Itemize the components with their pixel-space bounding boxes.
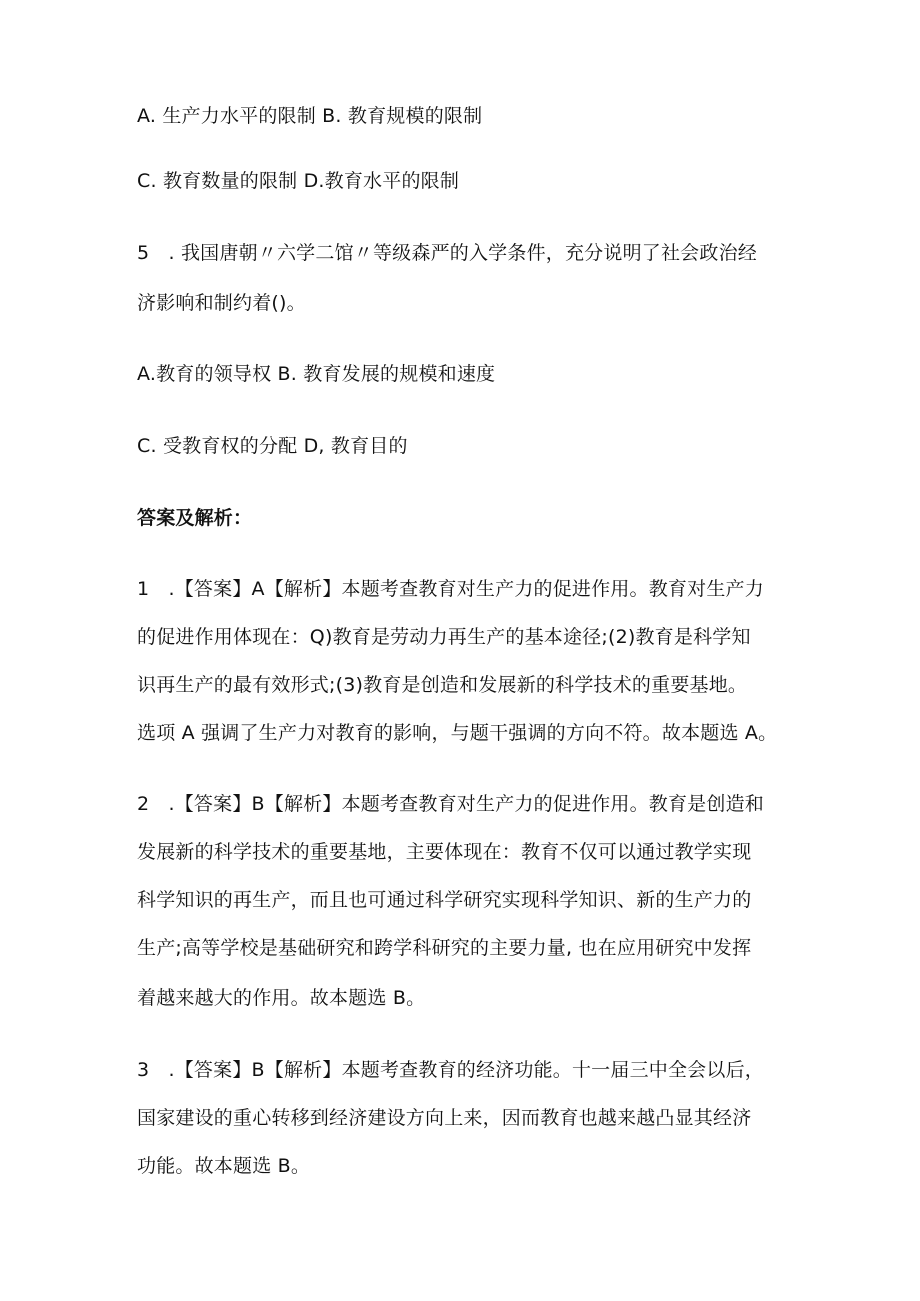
answer3-line-1: 3 .【答案】B【解析】本题考查教育的经济功能。十一届三中全会以后， xyxy=(137,1059,764,1081)
answer2-line-4: 生产;高等学校是基础研究和跨学科研究的主要力量, 也在应用研究中发挥 xyxy=(137,937,752,959)
answer1-line-2: 的促进作用体现在：Q)教育是劳动力再生产的基本途径;(2)教育是科学知 xyxy=(137,626,751,648)
question4-options-line-2: C. 教育数量的限制 D.教育水平的限制 xyxy=(137,170,460,192)
question5-stem-line-1: 5 . 我国唐朝〃六学二馆〃等级森严的入学条件，充分说明了社会政治经 xyxy=(137,242,757,264)
answer2-line-5: 着越来越大的作用。故本题选 B。 xyxy=(137,987,426,1009)
question4-options-line-1: A. 生产力水平的限制 B. 教育规模的限制 xyxy=(137,105,483,127)
answer1-line-3: 识再生产的最有效形式;(3)教育是创造和发展新的科学技术的重要基地。 xyxy=(137,674,748,696)
answer2-line-1: 2 .【答案】B【解析】本题考查教育对生产力的促进作用。教育是创造和 xyxy=(137,793,764,815)
answer2-line-3: 科学知识的再生产，而且也可通过科学研究实现科学知识、新的生产力的 xyxy=(137,889,752,911)
question5-stem-line-2: 济影响和制约着()。 xyxy=(137,292,306,314)
answer1-line-4: 选项 A 强调了生产力对教育的影响，与题干强调的方向不符。故本题选 A。 xyxy=(137,722,778,744)
answer2-line-2: 发展新的科学技术的重要基地，主要体现在：教育不仅可以通过教学实现 xyxy=(137,841,752,863)
answer3-line-2: 国家建设的重心转移到经济建设方向上来，因而教育也越来越凸显其经济 xyxy=(137,1107,752,1129)
answer3-line-3: 功能。故本题选 B。 xyxy=(137,1155,311,1177)
question5-options-line-2: C. 受教育权的分配 D, 教育目的 xyxy=(137,435,408,457)
question5-options-line-1: A.教育的领导权 B. 教育发展的规模和速度 xyxy=(137,363,496,385)
answers-heading: 答案及解析： xyxy=(137,507,253,529)
answer1-line-1: 1 .【答案】A【解析】本题考查教育对生产力的促进作用。教育对生产力 xyxy=(137,578,764,600)
